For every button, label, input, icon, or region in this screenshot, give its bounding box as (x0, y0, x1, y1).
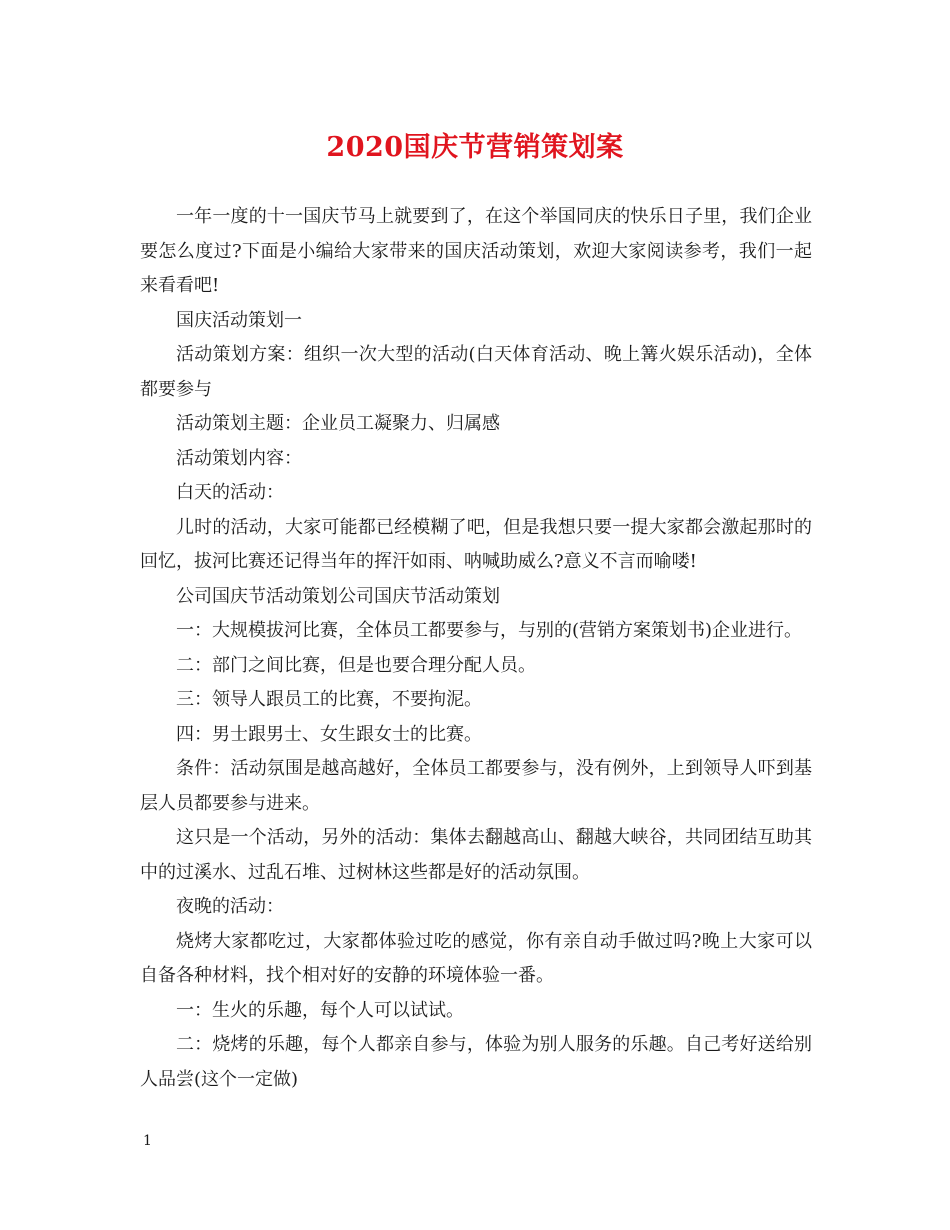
paragraph-conditions: 条件：活动氛围是越高越好，全体员工都要参与，没有例外，上到领导人吓到基层人员都要参与进来。 (140, 758, 812, 814)
paragraph-night-label: 夜晚的活动： (176, 896, 284, 917)
paragraph-daytime-label: 白天的活动： (176, 482, 284, 503)
paragraph-bbq: 烧烤大家都吃过，大家都体验过吃的感觉，你有亲自动手做过吗?晚上大家可以自备各种材料，找个相对好的安静的环境体验一番。 (140, 930, 812, 986)
paragraph-company-plan: 公司国庆节活动策划公司国庆节活动策划 (176, 585, 500, 607)
paragraph-plan: 活动策划方案：组织一次大型的活动(白天体育活动、晚上篝火娱乐活动)，全体都要参与 (140, 344, 812, 400)
paragraph-night-item-one: 一：生火的乐趣，每个人可以试试。 (176, 999, 464, 1021)
paragraph-item-two: 二：部门之间比赛，但是也要合理分配人员。 (176, 654, 536, 676)
paragraph-content-label: 活动策划内容： (176, 447, 302, 469)
paragraph-item-one: 一：大规模拔河比赛，全体员工都要参与，与别的(营销方案策划书)企业进行。 (176, 620, 803, 641)
document-body (140, 200, 812, 1097)
paragraph-other-activity: 这只是一个活动，另外的活动：集体去翻越高山、翻越大峡谷，共同团结互助其中的过溪水、过乱石堆、过树林这些都是好的活动氛围。 (140, 827, 812, 883)
paragraph-childhood-activity: 儿时的活动，大家可能都已经模糊了吧，但是我想只要一提大家都会激起那时的回忆，拔河比赛还记得当年的挥汗如雨、呐喊助威么?意义不言而喻喽! (140, 516, 812, 572)
paragraph-section-heading: 国庆活动策划一 (176, 309, 302, 331)
paragraph-intro: 一年一度的十一国庆节马上就要到了，在这个举国同庆的快乐日子里，我们企业要怎么度过?下面是小编给大家带来的国庆活动策划，欢迎大家阅读参考，我们一起来看看吧! (140, 206, 812, 296)
document-title: 2020国庆节营销策划案 (326, 132, 624, 163)
page-number: 1 (143, 1133, 152, 1149)
paragraph-night-item-two: 二：烧烤的乐趣，每个人都亲自参与，体验为别人服务的乐趣。自己考好送给别人品尝(这个一定做) (140, 1034, 812, 1090)
paragraph-item-three: 三：领导人跟员工的比赛，不要拘泥。 (176, 689, 482, 710)
paragraph-item-four: 四：男士跟男士、女生跟女士的比赛。 (176, 723, 482, 745)
paragraph-theme: 活动策划主题：企业员工凝聚力、归属感 (176, 413, 500, 434)
